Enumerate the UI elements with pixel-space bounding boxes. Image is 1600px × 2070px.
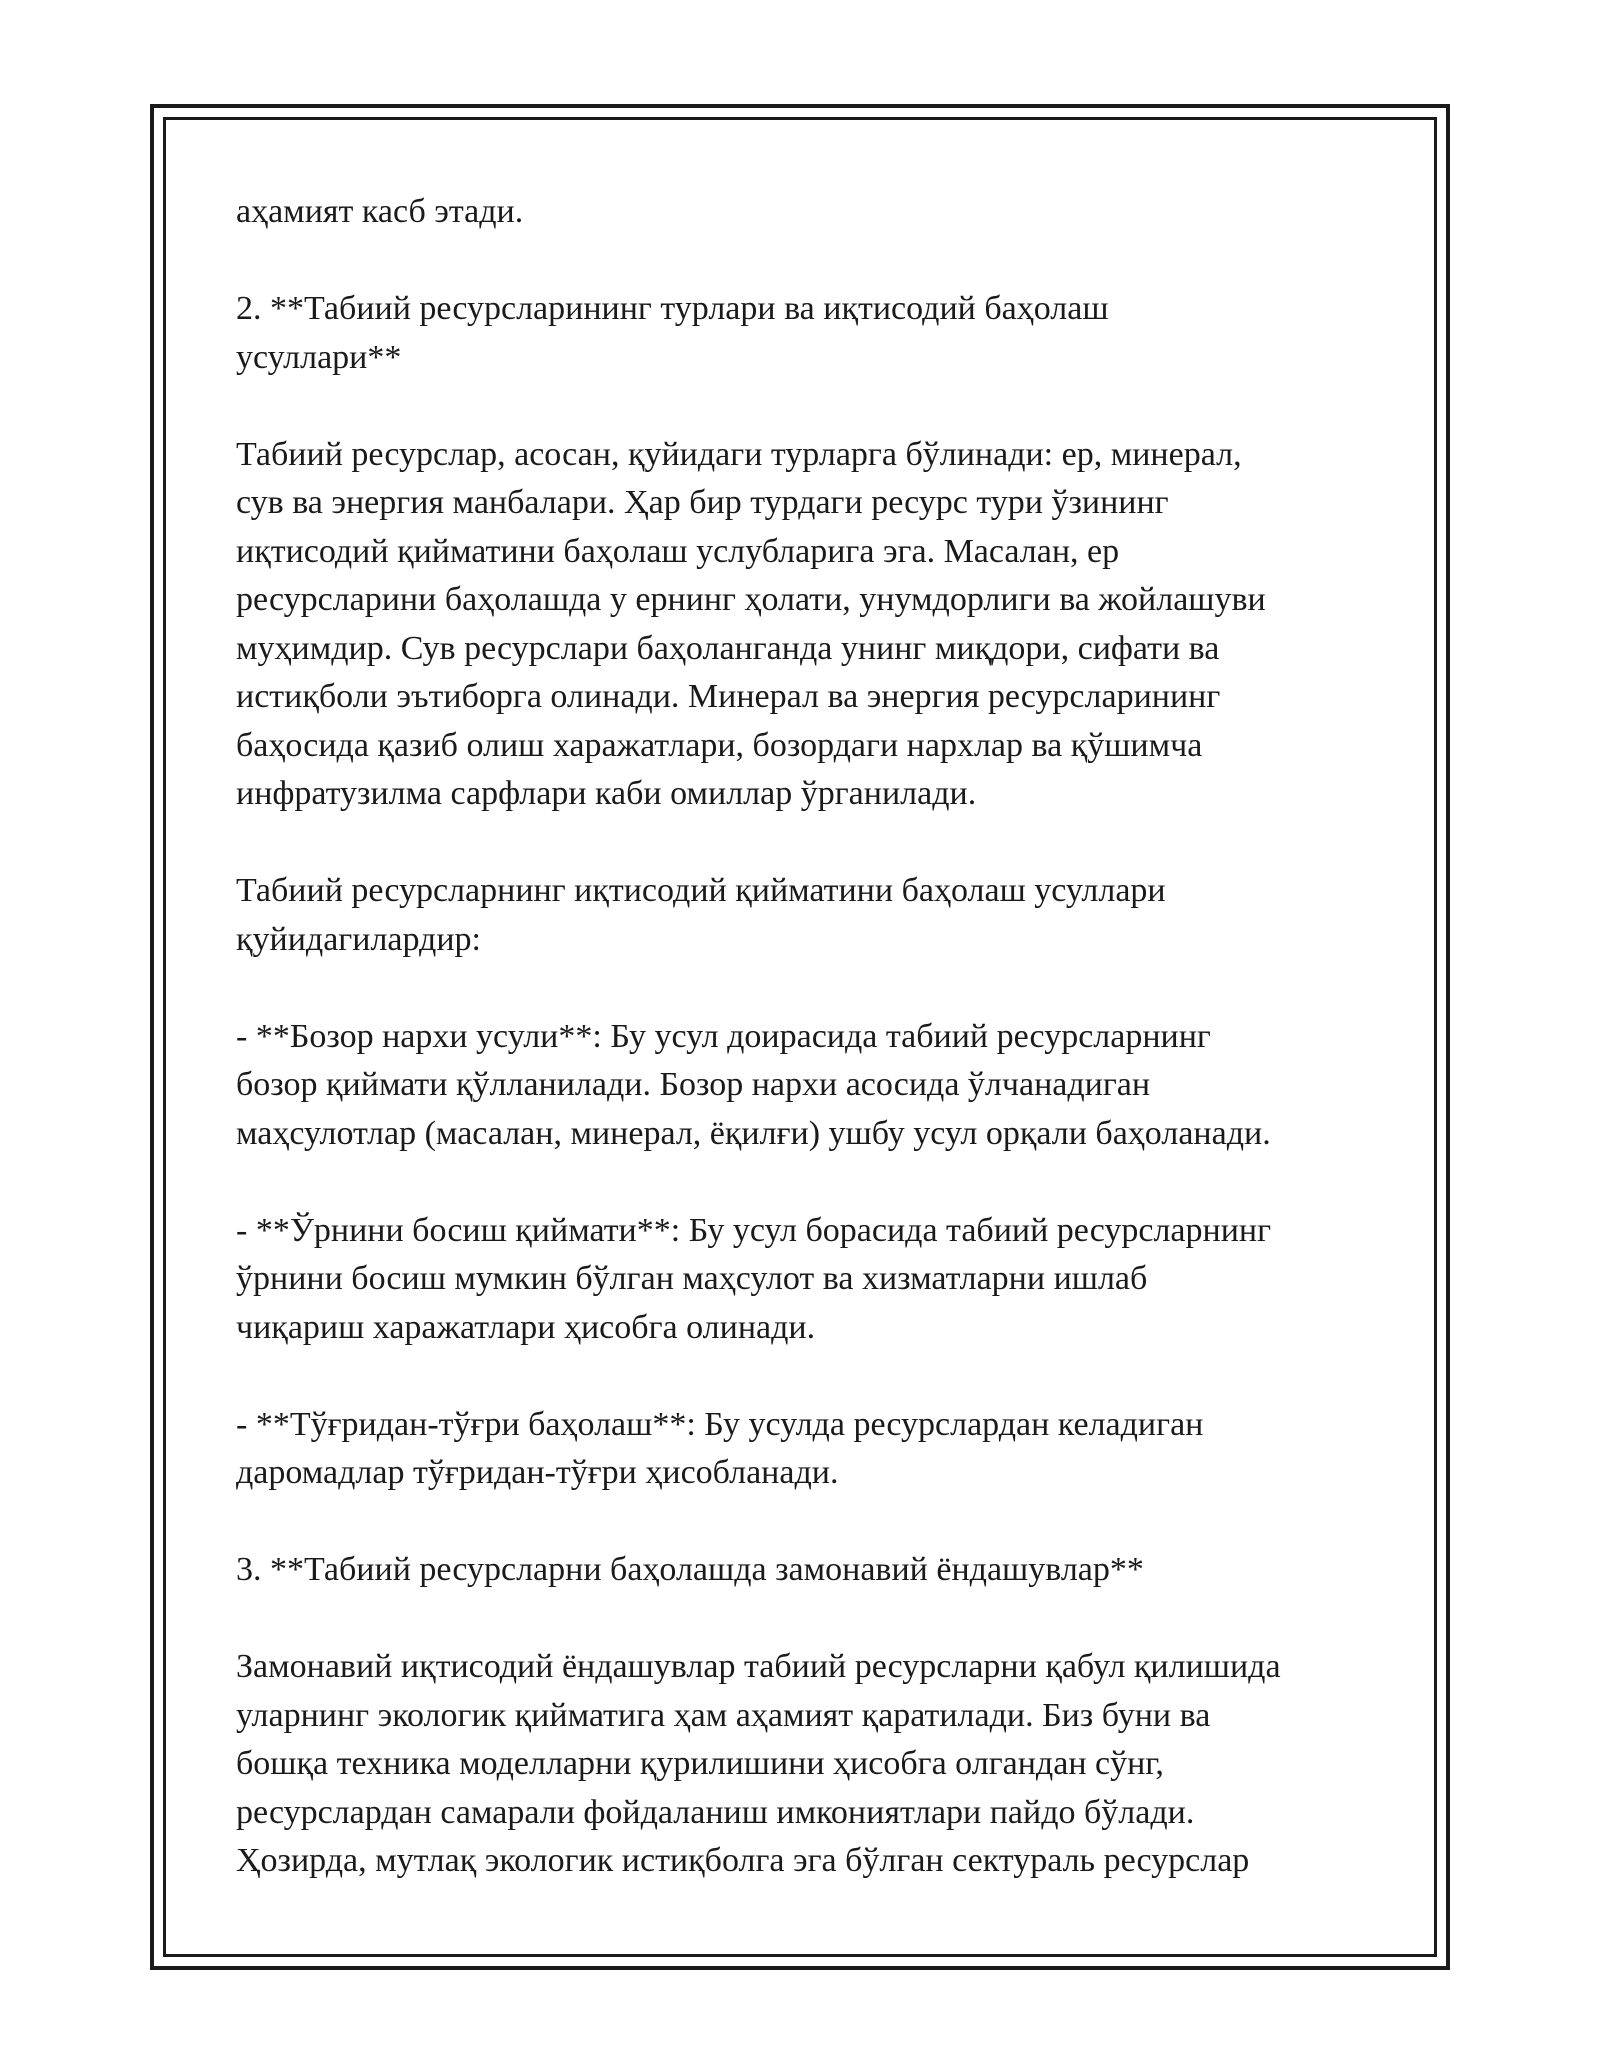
paragraph-methods-intro: Табиий ресурсларнинг иқтисодий қийматини баҳолаш усуллари қуйидагилардир: <box>236 872 1166 958</box>
document-body <box>236 188 1386 1886</box>
paragraph-resource-types: Табиий ресурслар, асосан, қуйидаги турларга бўлинади: ер, минерал, сув ва энергия манбалари. Ҳар бир турдаги ресурс тури ўзининг иқтисодий қийматини баҳолаш услубларига эга. Масалан, ер ресурсларини баҳолашда у ернинг ҳолати, унумдорлиги ва жойлашуви муҳимдир. Сув ресурслари баҳоланганда унинг миқдори, сифати ва истиқболи эътиборга олинади. Минерал ва энергия ресурсларининг баҳосида қазиб олиш харажатлари, бозордаги нархлар ва қўшимча инфратузилма сарфлари каби омиллар ўрганилади. <box>236 435 1266 812</box>
section-heading-3: 3. **Табиий ресурсларни баҳолашда замонавий ёндашувлар** <box>236 1551 1144 1588</box>
paragraph-continuation: аҳамият касб этади. <box>236 193 524 230</box>
section-heading-2: 2. **Табиий ресурсларининг турлари ва иқтисодий баҳолаш усуллари** <box>236 290 1109 376</box>
list-item-direct-valuation: - **Тўғридан-тўғри баҳолаш**: Бу усулда ресурслардан келадиган даромадлар тўғридан-тўғри ҳисобланади. <box>236 1405 1204 1491</box>
list-item-market-price: - **Бозор нархи усули**: Бу усул доирасида табиий ресурсларнинг бозор қиймати қўлланилади. Бозор нархи асосида ўлчанадиган маҳсулотлар (масалан, минерал, ёқилғи) ушбу усул орқали баҳоланади. <box>236 1017 1271 1152</box>
list-item-replacement-cost: - **Ўрнини босиш қиймати**: Бу усул борасида табиий ресурсларнинг ўрнини босиш мумкин бўлган маҳсулот ва хизматларни ишлаб чиқариш харажатлари ҳисобга олинади. <box>236 1211 1272 1346</box>
paragraph-modern-approaches: Замонавий иқтисодий ёндашувлар табиий ресурсларни қабул қилишида уларнинг экологик қийматига ҳам аҳамият қаратилади. Биз буни ва бошқа техника моделларни қурилишини ҳисобга олгандан сўнг, ресурслардан самарали фойдаланиш имкониятлари пайдо бўлади. Ҳозирда, мутлақ экологик истиқболга эга бўлган сектураль ресурслар <box>236 1648 1281 1879</box>
